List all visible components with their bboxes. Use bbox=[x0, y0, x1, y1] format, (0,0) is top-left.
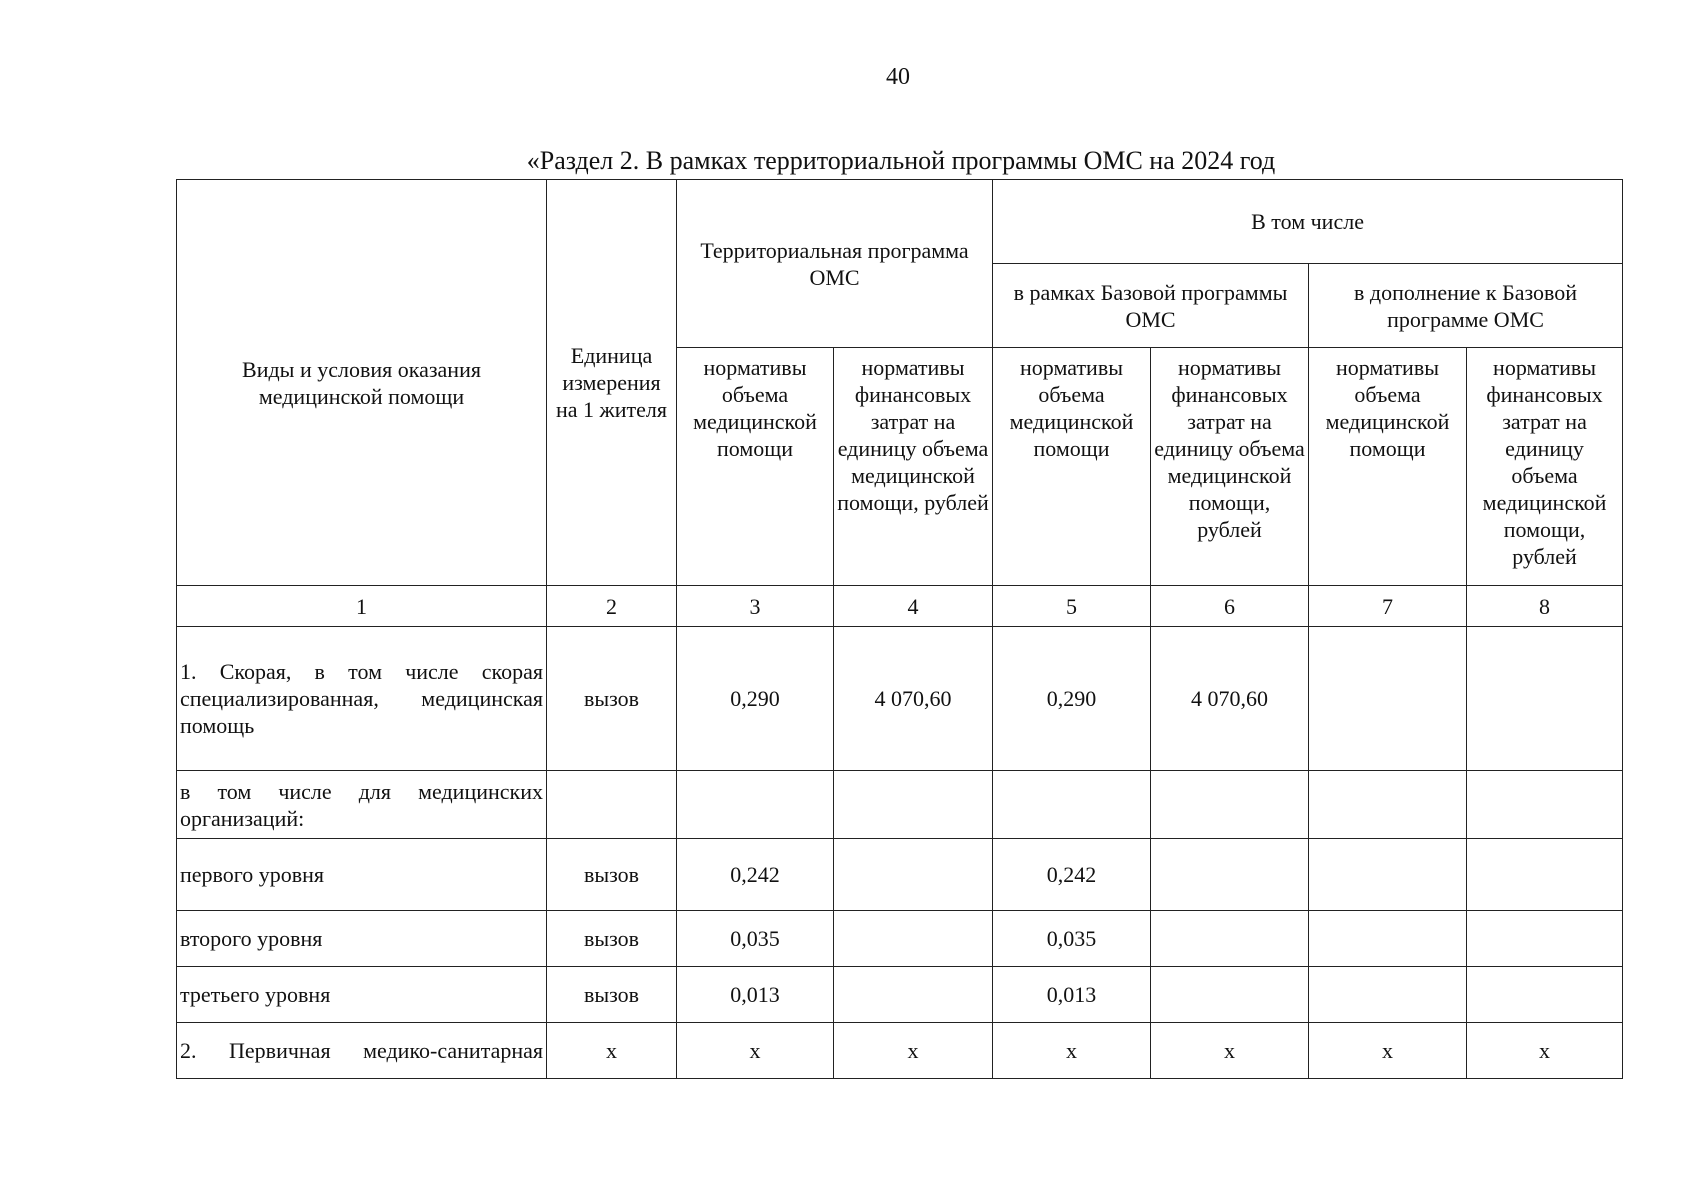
table-cell: 0,035 bbox=[677, 911, 834, 967]
column-number: 4 bbox=[834, 586, 993, 627]
header-unit: Единица измерения на 1 жителя bbox=[547, 180, 677, 586]
header-norm-cost: нормативы финансовых затрат на единицу объема медицинской помощи, рублей bbox=[1151, 348, 1309, 586]
row-label: первого уровня bbox=[177, 839, 547, 911]
row-label-text: 2. Первичная медико-санитарная bbox=[180, 1038, 543, 1063]
page-number: 40 bbox=[886, 64, 910, 90]
row-label-text: в том числе для медицинских организаций: bbox=[180, 778, 543, 831]
table-cell: 0,290 bbox=[677, 627, 834, 771]
row-label bbox=[177, 771, 547, 839]
table-cell bbox=[677, 771, 834, 839]
table-cell bbox=[1151, 771, 1309, 839]
table-row bbox=[177, 839, 1623, 911]
table-cell bbox=[1467, 911, 1623, 967]
table-cell bbox=[1309, 839, 1467, 911]
row-label-text: 1. Скорая, в том числе скорая специализированная, медицинская помощь bbox=[180, 659, 543, 738]
table-cell: 4 070,60 bbox=[834, 627, 993, 771]
table-cell: 0,013 bbox=[993, 967, 1151, 1023]
table-row bbox=[177, 911, 1623, 967]
table-cell: 0,035 bbox=[993, 911, 1151, 967]
row-label bbox=[177, 627, 547, 771]
table-row bbox=[177, 967, 1623, 1023]
table-cell bbox=[547, 771, 677, 839]
column-number: 2 bbox=[547, 586, 677, 627]
header-base-program: в рамках Базовой программы ОМС bbox=[993, 264, 1309, 348]
table-cell bbox=[834, 839, 993, 911]
column-number: 6 bbox=[1151, 586, 1309, 627]
header-including: В том числе bbox=[993, 180, 1623, 264]
column-number: 8 bbox=[1467, 586, 1623, 627]
table-cell bbox=[834, 967, 993, 1023]
table-cell: 0,013 bbox=[677, 967, 834, 1023]
table-cell bbox=[1309, 627, 1467, 771]
header-norm-cost: нормативы финансовых затрат на единицу объема медицинской помощи, рублей bbox=[834, 348, 993, 586]
table-cell: х bbox=[677, 1023, 834, 1079]
table-row bbox=[177, 771, 1623, 839]
column-number: 1 bbox=[177, 586, 547, 627]
table-cell: вызов bbox=[547, 627, 677, 771]
header-norm-volume: нормативы объема медицинской помощи bbox=[1309, 348, 1467, 586]
table-cell: 4 070,60 bbox=[1151, 627, 1309, 771]
row-label: третьего уровня bbox=[177, 967, 547, 1023]
table-cell bbox=[1309, 911, 1467, 967]
table-cell bbox=[1309, 771, 1467, 839]
row-label: второго уровня bbox=[177, 911, 547, 967]
table-cell: 0,242 bbox=[993, 839, 1151, 911]
header-types-of-care: Виды и условия оказания медицинской помощи bbox=[177, 180, 547, 586]
column-number: 5 bbox=[993, 586, 1151, 627]
standards-table bbox=[176, 179, 1623, 1079]
table-cell: х bbox=[1467, 1023, 1623, 1079]
table-cell: х bbox=[993, 1023, 1151, 1079]
table-cell bbox=[834, 771, 993, 839]
header-addition-program: в дополнение к Базовой программе ОМС bbox=[1309, 264, 1623, 348]
header-norm-cost: нормативы финансовых затрат на единицу объема медицинской помощи, рублей bbox=[1467, 348, 1623, 586]
section-title: «Раздел 2. В рамках территориальной программы ОМС на 2024 год bbox=[526, 146, 1276, 175]
table-cell bbox=[834, 911, 993, 967]
table-cell: вызов bbox=[547, 967, 677, 1023]
row-label bbox=[177, 1023, 547, 1079]
table-cell bbox=[1467, 627, 1623, 771]
table-cell bbox=[1467, 839, 1623, 911]
table-cell bbox=[1309, 967, 1467, 1023]
table-cell bbox=[1467, 771, 1623, 839]
table-cell: вызов bbox=[547, 911, 677, 967]
table-cell: х bbox=[1151, 1023, 1309, 1079]
table-row bbox=[177, 627, 1623, 771]
table-cell bbox=[993, 771, 1151, 839]
table-cell: х bbox=[547, 1023, 677, 1079]
table-cell bbox=[1151, 911, 1309, 967]
header-territorial-program: Территориальная программа ОМС bbox=[677, 180, 993, 348]
column-number: 7 bbox=[1309, 586, 1467, 627]
column-numbers-row bbox=[177, 586, 1623, 627]
column-number: 3 bbox=[677, 586, 834, 627]
table-row bbox=[177, 1023, 1623, 1079]
table-cell: х bbox=[834, 1023, 993, 1079]
table-cell bbox=[1151, 967, 1309, 1023]
header-norm-volume: нормативы объема медицинской помощи bbox=[677, 348, 834, 586]
table-cell: 0,242 bbox=[677, 839, 834, 911]
table-cell: вызов bbox=[547, 839, 677, 911]
table-cell: х bbox=[1309, 1023, 1467, 1079]
table-cell bbox=[1151, 839, 1309, 911]
table-cell bbox=[1467, 967, 1623, 1023]
table-cell: 0,290 bbox=[993, 627, 1151, 771]
header-norm-volume: нормативы объема медицинской помощи bbox=[993, 348, 1151, 586]
